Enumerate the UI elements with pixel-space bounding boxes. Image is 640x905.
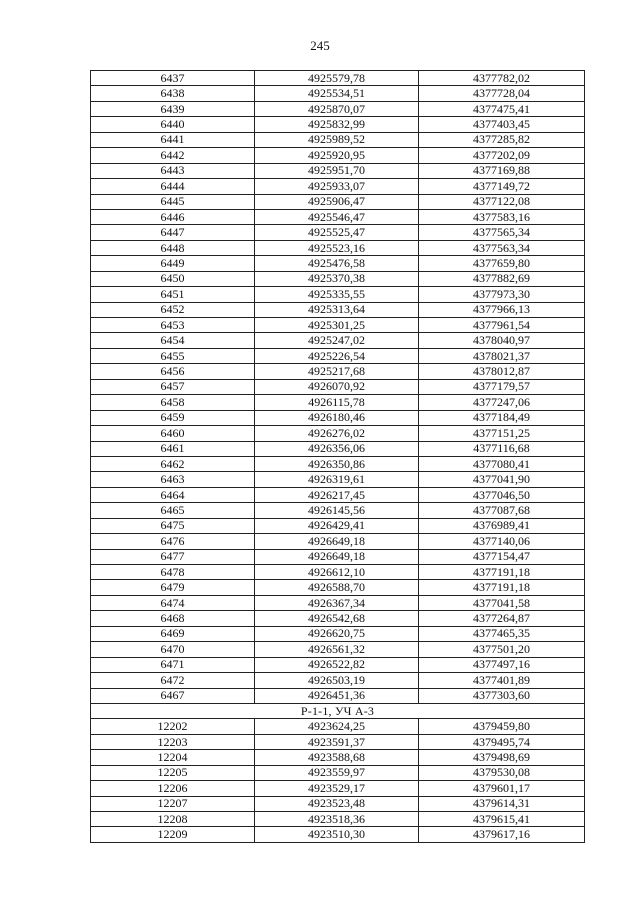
- table-row: [91, 796, 585, 811]
- y-coordinate-cell: 4379614,31: [419, 796, 585, 811]
- point-number-cell: 6438: [91, 86, 255, 101]
- x-coordinate-cell: 4925933,07: [255, 179, 419, 194]
- point-number-cell: 6453: [91, 318, 255, 333]
- table-row: [91, 472, 585, 487]
- y-coordinate-cell: 4379530,08: [419, 765, 585, 780]
- x-coordinate-cell: 4923510,30: [255, 827, 419, 842]
- point-number-cell: 6457: [91, 379, 255, 394]
- point-number-cell: 6475: [91, 518, 255, 533]
- table-row: [91, 750, 585, 765]
- table-row: [91, 426, 585, 441]
- x-coordinate-cell: 4926620,75: [255, 626, 419, 641]
- y-coordinate-cell: 4377401,89: [419, 673, 585, 688]
- x-coordinate-cell: 4923529,17: [255, 781, 419, 796]
- table-row: [91, 117, 585, 132]
- point-number-cell: 6447: [91, 225, 255, 240]
- x-coordinate-cell: 4926350,86: [255, 456, 419, 471]
- y-coordinate-cell: 4377169,88: [419, 163, 585, 178]
- point-number-cell: 6451: [91, 287, 255, 302]
- point-number-cell: 6448: [91, 240, 255, 255]
- coordinates-table-body-b: [91, 719, 585, 843]
- table-row: [91, 333, 585, 348]
- point-number-cell: 6464: [91, 487, 255, 502]
- x-coordinate-cell: 4925546,47: [255, 209, 419, 224]
- x-coordinate-cell: 4925906,47: [255, 194, 419, 209]
- point-number-cell: 6456: [91, 364, 255, 379]
- table-row: [91, 534, 585, 549]
- point-number-cell: 6461: [91, 441, 255, 456]
- x-coordinate-cell: 4925335,55: [255, 287, 419, 302]
- x-coordinate-cell: 4925870,07: [255, 101, 419, 116]
- y-coordinate-cell: 4379498,69: [419, 750, 585, 765]
- x-coordinate-cell: 4923523,48: [255, 796, 419, 811]
- y-coordinate-cell: 4377882,69: [419, 271, 585, 286]
- x-coordinate-cell: 4925920,95: [255, 148, 419, 163]
- y-coordinate-cell: 4377264,87: [419, 611, 585, 626]
- point-number-cell: 6467: [91, 688, 255, 703]
- y-coordinate-cell: 4377116,68: [419, 441, 585, 456]
- table-row: [91, 456, 585, 471]
- x-coordinate-cell: 4925534,51: [255, 86, 419, 101]
- x-coordinate-cell: 4926367,34: [255, 595, 419, 610]
- y-coordinate-cell: 4379615,41: [419, 812, 585, 827]
- table-row: [91, 86, 585, 101]
- y-coordinate-cell: 4377154,47: [419, 549, 585, 564]
- y-coordinate-cell: 4377728,04: [419, 86, 585, 101]
- x-coordinate-cell: 4926522,82: [255, 657, 419, 672]
- x-coordinate-cell: 4926503,19: [255, 673, 419, 688]
- table-row: [91, 734, 585, 749]
- point-number-cell: 6458: [91, 395, 255, 410]
- point-number-cell: 6471: [91, 657, 255, 672]
- x-coordinate-cell: 4925476,58: [255, 256, 419, 271]
- coordinates-table-body-a: [91, 71, 585, 704]
- table-row: [91, 673, 585, 688]
- point-number-cell: 6440: [91, 117, 255, 132]
- table-row: [91, 503, 585, 518]
- x-coordinate-cell: 4926356,06: [255, 441, 419, 456]
- x-coordinate-cell: 4926612,10: [255, 565, 419, 580]
- x-coordinate-cell: 4925370,38: [255, 271, 419, 286]
- table-row: [91, 225, 585, 240]
- y-coordinate-cell: 4377659,80: [419, 256, 585, 271]
- y-coordinate-cell: 4378021,37: [419, 348, 585, 363]
- x-coordinate-cell: 4926649,18: [255, 549, 419, 564]
- point-number-cell: 6460: [91, 426, 255, 441]
- y-coordinate-cell: 4378012,87: [419, 364, 585, 379]
- point-number-cell: 6465: [91, 503, 255, 518]
- point-number-cell: 6479: [91, 580, 255, 595]
- y-coordinate-cell: 4379495,74: [419, 734, 585, 749]
- x-coordinate-cell: 4926180,46: [255, 410, 419, 425]
- point-number-cell: 6470: [91, 642, 255, 657]
- point-number-cell: 6474: [91, 595, 255, 610]
- table-row: [91, 626, 585, 641]
- table-row: [91, 657, 585, 672]
- y-coordinate-cell: 4377565,34: [419, 225, 585, 240]
- point-number-cell: 12208: [91, 812, 255, 827]
- x-coordinate-cell: 4925217,68: [255, 364, 419, 379]
- table-row: [91, 642, 585, 657]
- section-row: [91, 703, 585, 718]
- point-number-cell: 12206: [91, 781, 255, 796]
- x-coordinate-cell: 4926649,18: [255, 534, 419, 549]
- point-number-cell: 6437: [91, 71, 255, 86]
- y-coordinate-cell: 4376989,41: [419, 518, 585, 533]
- table-row: [91, 379, 585, 394]
- table-row: [91, 271, 585, 286]
- point-number-cell: 6468: [91, 611, 255, 626]
- y-coordinate-cell: 4379601,17: [419, 781, 585, 796]
- x-coordinate-cell: 4926588,70: [255, 580, 419, 595]
- y-coordinate-cell: 4377973,30: [419, 287, 585, 302]
- point-number-cell: 6439: [91, 101, 255, 116]
- point-number-cell: 6449: [91, 256, 255, 271]
- y-coordinate-cell: 4377179,57: [419, 379, 585, 394]
- table-row: [91, 194, 585, 209]
- point-number-cell: 6445: [91, 194, 255, 209]
- point-number-cell: 12207: [91, 796, 255, 811]
- y-coordinate-cell: 4377583,16: [419, 209, 585, 224]
- point-number-cell: 6446: [91, 209, 255, 224]
- y-coordinate-cell: 4377087,68: [419, 503, 585, 518]
- y-coordinate-cell: 4377151,25: [419, 426, 585, 441]
- y-coordinate-cell: 4377202,09: [419, 148, 585, 163]
- point-number-cell: 12209: [91, 827, 255, 842]
- point-number-cell: 12204: [91, 750, 255, 765]
- point-number-cell: 6444: [91, 179, 255, 194]
- y-coordinate-cell: 4377191,18: [419, 565, 585, 580]
- y-coordinate-cell: 4377782,02: [419, 71, 585, 86]
- y-coordinate-cell: 4377041,90: [419, 472, 585, 487]
- y-coordinate-cell: 4379459,80: [419, 719, 585, 734]
- table-row: [91, 302, 585, 317]
- table-row: [91, 812, 585, 827]
- x-coordinate-cell: 4923518,36: [255, 812, 419, 827]
- y-coordinate-cell: 4377966,13: [419, 302, 585, 317]
- y-coordinate-cell: 4377041,58: [419, 595, 585, 610]
- y-coordinate-cell: 4377149,72: [419, 179, 585, 194]
- table-row: [91, 179, 585, 194]
- table-row: [91, 580, 585, 595]
- y-coordinate-cell: 4377403,45: [419, 117, 585, 132]
- x-coordinate-cell: 4926217,45: [255, 487, 419, 502]
- y-coordinate-cell: 4377465,35: [419, 626, 585, 641]
- table-row: [91, 565, 585, 580]
- table-row: [91, 318, 585, 333]
- table-row: [91, 132, 585, 147]
- table-row: [91, 148, 585, 163]
- table-row: [91, 487, 585, 502]
- y-coordinate-cell: 4377140,06: [419, 534, 585, 549]
- table-row: [91, 209, 585, 224]
- x-coordinate-cell: 4923588,68: [255, 750, 419, 765]
- table-row: [91, 827, 585, 842]
- point-number-cell: 6443: [91, 163, 255, 178]
- y-coordinate-cell: 4377303,60: [419, 688, 585, 703]
- table-row: [91, 410, 585, 425]
- table-row: [91, 256, 585, 271]
- x-coordinate-cell: 4925525,47: [255, 225, 419, 240]
- page-number: 245: [310, 38, 330, 53]
- x-coordinate-cell: 4925951,70: [255, 163, 419, 178]
- point-number-cell: 6450: [91, 271, 255, 286]
- x-coordinate-cell: 4926561,32: [255, 642, 419, 657]
- y-coordinate-cell: 4377475,41: [419, 101, 585, 116]
- point-number-cell: 12205: [91, 765, 255, 780]
- table-row: [91, 595, 585, 610]
- table-row: [91, 611, 585, 626]
- table-row: [91, 395, 585, 410]
- x-coordinate-cell: 4925579,78: [255, 71, 419, 86]
- x-coordinate-cell: 4926319,61: [255, 472, 419, 487]
- point-number-cell: 6469: [91, 626, 255, 641]
- point-number-cell: 6477: [91, 549, 255, 564]
- y-coordinate-cell: 4378040,97: [419, 333, 585, 348]
- point-number-cell: 6459: [91, 410, 255, 425]
- y-coordinate-cell: 4377285,82: [419, 132, 585, 147]
- point-number-cell: 6463: [91, 472, 255, 487]
- table-row: [91, 101, 585, 116]
- y-coordinate-cell: 4377497,16: [419, 657, 585, 672]
- y-coordinate-cell: 4377122,08: [419, 194, 585, 209]
- y-coordinate-cell: 4377184,49: [419, 410, 585, 425]
- x-coordinate-cell: 4926276,02: [255, 426, 419, 441]
- x-coordinate-cell: 4926429,41: [255, 518, 419, 533]
- point-number-cell: 12203: [91, 734, 255, 749]
- x-coordinate-cell: 4925523,16: [255, 240, 419, 255]
- x-coordinate-cell: 4925247,02: [255, 333, 419, 348]
- x-coordinate-cell: 4925989,52: [255, 132, 419, 147]
- x-coordinate-cell: 4923559,97: [255, 765, 419, 780]
- point-number-cell: 6478: [91, 565, 255, 580]
- x-coordinate-cell: 4926451,36: [255, 688, 419, 703]
- point-number-cell: 6462: [91, 456, 255, 471]
- x-coordinate-cell: 4925301,25: [255, 318, 419, 333]
- section-label: Р-1-1, УЧ А-3: [91, 703, 585, 718]
- x-coordinate-cell: 4925832,99: [255, 117, 419, 132]
- x-coordinate-cell: 4923624,25: [255, 719, 419, 734]
- table-row: [91, 163, 585, 178]
- table-row: [91, 549, 585, 564]
- y-coordinate-cell: 4377191,18: [419, 580, 585, 595]
- point-number-cell: 6454: [91, 333, 255, 348]
- section-header-group: [91, 703, 585, 718]
- table-row: [91, 719, 585, 734]
- x-coordinate-cell: 4926070,92: [255, 379, 419, 394]
- table-row: [91, 71, 585, 86]
- y-coordinate-cell: 4377046,50: [419, 487, 585, 502]
- x-coordinate-cell: 4925226,54: [255, 348, 419, 363]
- table-row: [91, 781, 585, 796]
- y-coordinate-cell: 4377501,20: [419, 642, 585, 657]
- x-coordinate-cell: 4926115,78: [255, 395, 419, 410]
- coordinates-table: [90, 70, 585, 843]
- y-coordinate-cell: 4377961,54: [419, 318, 585, 333]
- x-coordinate-cell: 4925313,64: [255, 302, 419, 317]
- y-coordinate-cell: 4377080,41: [419, 456, 585, 471]
- point-number-cell: 6442: [91, 148, 255, 163]
- y-coordinate-cell: 4379617,16: [419, 827, 585, 842]
- point-number-cell: 12202: [91, 719, 255, 734]
- table-row: [91, 518, 585, 533]
- y-coordinate-cell: 4377563,34: [419, 240, 585, 255]
- x-coordinate-cell: 4923591,37: [255, 734, 419, 749]
- point-number-cell: 6441: [91, 132, 255, 147]
- point-number-cell: 6455: [91, 348, 255, 363]
- table-row: [91, 364, 585, 379]
- table-row: [91, 441, 585, 456]
- point-number-cell: 6476: [91, 534, 255, 549]
- table-row: [91, 240, 585, 255]
- y-coordinate-cell: 4377247,06: [419, 395, 585, 410]
- point-number-cell: 6472: [91, 673, 255, 688]
- x-coordinate-cell: 4926542,68: [255, 611, 419, 626]
- table-row: [91, 688, 585, 703]
- table-row: [91, 765, 585, 780]
- table-row: [91, 348, 585, 363]
- x-coordinate-cell: 4926145,56: [255, 503, 419, 518]
- table-row: [91, 287, 585, 302]
- point-number-cell: 6452: [91, 302, 255, 317]
